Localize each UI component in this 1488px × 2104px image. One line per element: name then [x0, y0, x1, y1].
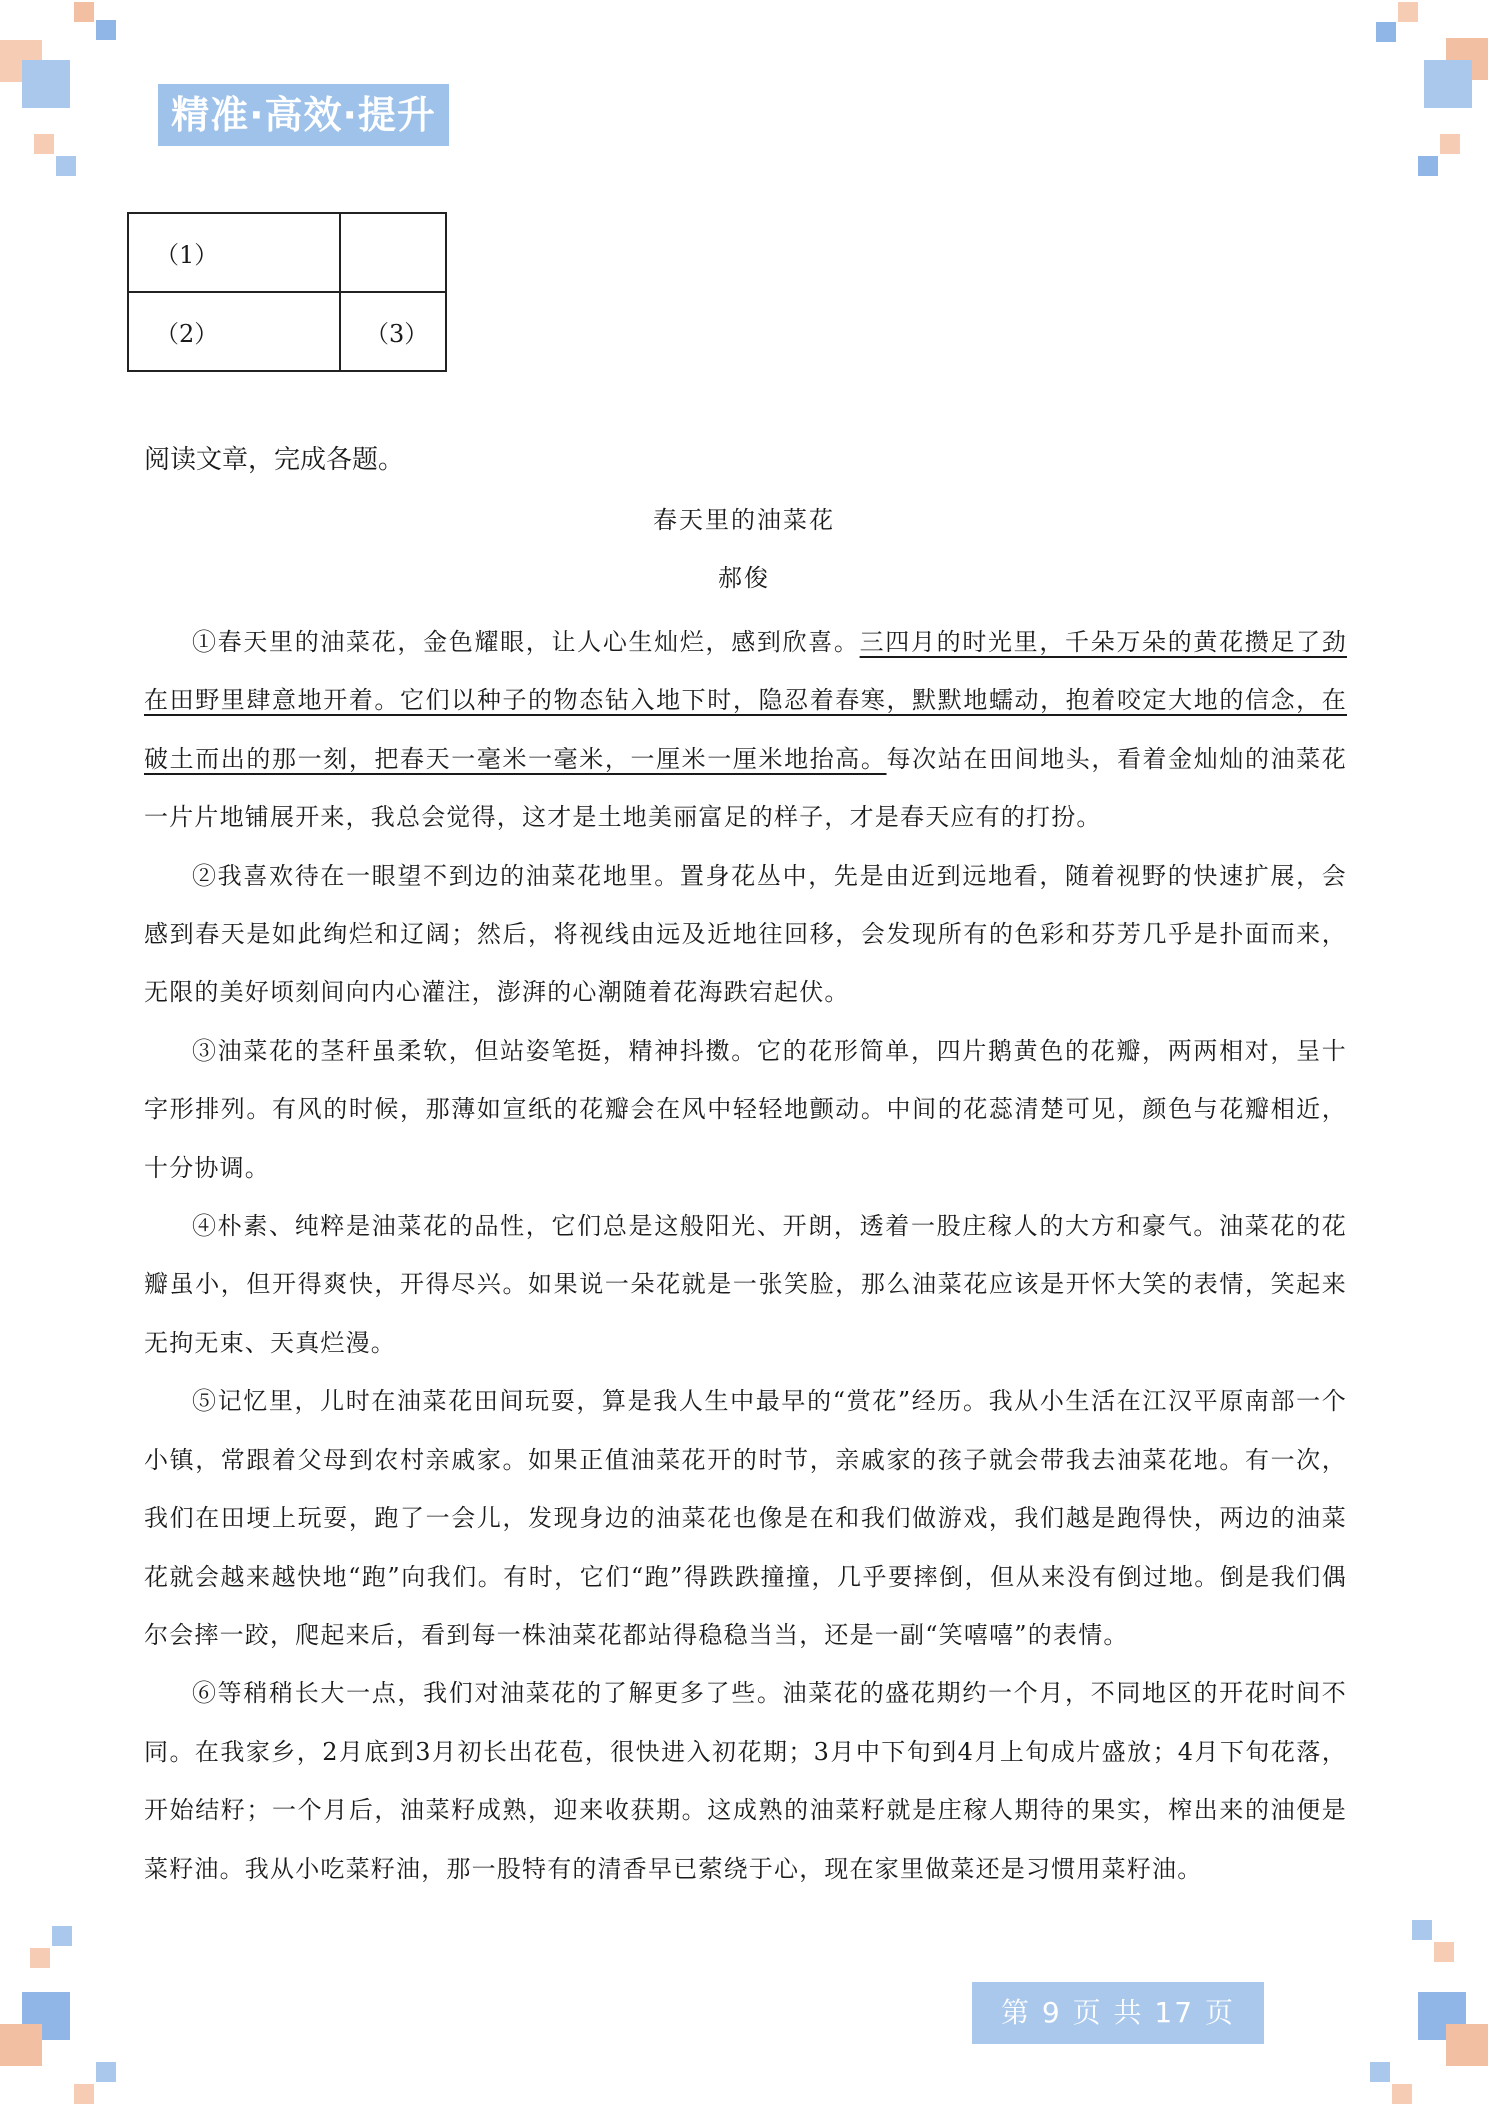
answer-cell-2[interactable]: （2） — [128, 292, 340, 371]
reading-instruction: 阅读文章，完成各题。 — [144, 445, 405, 475]
paragraph-3: ③油菜花的茎秆虽柔软，但站姿笔挺，精神抖擞。它的花形简单，四片鹅黄色的花瓣，两两相对，呈十字形排列。有风的时候，那薄如宣纸的花瓣会在风中轻轻地颤动。中间的花蕊清楚可见，颜色与花瓣相近，十分协调。 — [144, 1036, 1347, 1182]
paragraph-1-start: ①春天里的油菜花，金色耀眼，让人心生灿烂，感到欣喜。 — [192, 628, 860, 656]
paragraph-6: ⑥等稍稍长大一点，我们对油菜花的了解更多了些。油菜花的盛花期约一个月，不同地区的开花时间不同。在我家乡，2月底到3月初长出花苞，很快进入初花期；3月中下旬到4月上旬成片盛放；4月下旬花落，开始结籽；一个月后，油菜籽成熟，迎来收获期。这成熟的油菜籽就是庄稼人期待的果实，榨出来的油便是菜籽油。我从小吃菜籽油，那一股特有的清香早已萦绕于心，现在家里做菜还是习惯用菜籽油。 — [144, 1679, 1347, 1883]
page-number-badge: 第 9 页 共 17 页 — [972, 1982, 1264, 2044]
underlined-sentence: 三四月的时光里，千朵万朵的黄花攒足了劲在田野里肆意地开着。它们以种子的物态钻入地下时，隐忍着春寒，默默地蠕动，抱着咬定大地的信念，在破土而出的那一刻，把春天一毫米一毫米，一厘米一厘米地抬高。 — [144, 628, 1347, 773]
answer-cell-3[interactable]: （3） — [340, 292, 446, 371]
article-body — [144, 613, 1347, 1898]
paragraph-1-end: 每次站在田间地头，看着金灿灿的油菜花一片片地铺展开来，我总会觉得，这才是土地美丽富足的样子，才是春天应有的打扮。 — [144, 744, 1347, 832]
article-author: 郝俊 — [718, 564, 770, 592]
answer-cell-empty[interactable] — [340, 213, 446, 292]
article-title: 春天里的油菜花 — [653, 506, 835, 534]
paragraph-4: ④朴素、纯粹是油菜花的品性，它们总是这般阳光、开朗，透着一股庄稼人的大方和豪气。油菜花的花瓣虽小，但开得爽快，开得尽兴。如果说一朵花就是一张笑脸，那么油菜花应该是开怀大笑的表情，笑起来无拘无束、天真烂漫。 — [144, 1212, 1347, 1357]
table-row — [128, 213, 446, 292]
table-row — [128, 292, 446, 371]
answer-table — [127, 212, 447, 372]
paragraph-5: ⑤记忆里，儿时在油菜花田间玩耍，算是我人生中最早的“赏花”经历。我从小生活在江汉平原南部一个小镇，常跟着父母到农村亲戚家。如果正值油菜花开的时节，亲戚家的孩子就会带我去油菜花地。有一次，我们在田埂上玩耍，跑了一会儿，发现身边的油菜花也像是在和我们做游戏，我们越是跑得快，两边的油菜花就会越来越快地“跑”向我们。有时，它们“跑”得跌跌撞撞，几乎要摔倒，但从来没有倒过地。倒是我们偶尔会摔一跤，爬起来后，看到每一株油菜花都站得稳稳当当，还是一副“笑嘻嘻”的表情。 — [144, 1387, 1347, 1649]
answer-cell-1[interactable]: （1） — [128, 213, 340, 292]
header-banner: 精准·高效·提升 — [158, 84, 449, 146]
paragraph-2: ②我喜欢待在一眼望不到边的油菜花地里。置身花丛中，先是由近到远地看，随着视野的快速扩展，会感到春天是如此绚烂和辽阔；然后，将视线由远及近地往回移，会发现所有的色彩和芬芳几乎是扑面而来，无限的美好顷刻间向内心灌注，澎湃的心潮随着花海跌宕起伏。 — [144, 861, 1347, 1007]
paragraph-1 — [144, 613, 1347, 847]
